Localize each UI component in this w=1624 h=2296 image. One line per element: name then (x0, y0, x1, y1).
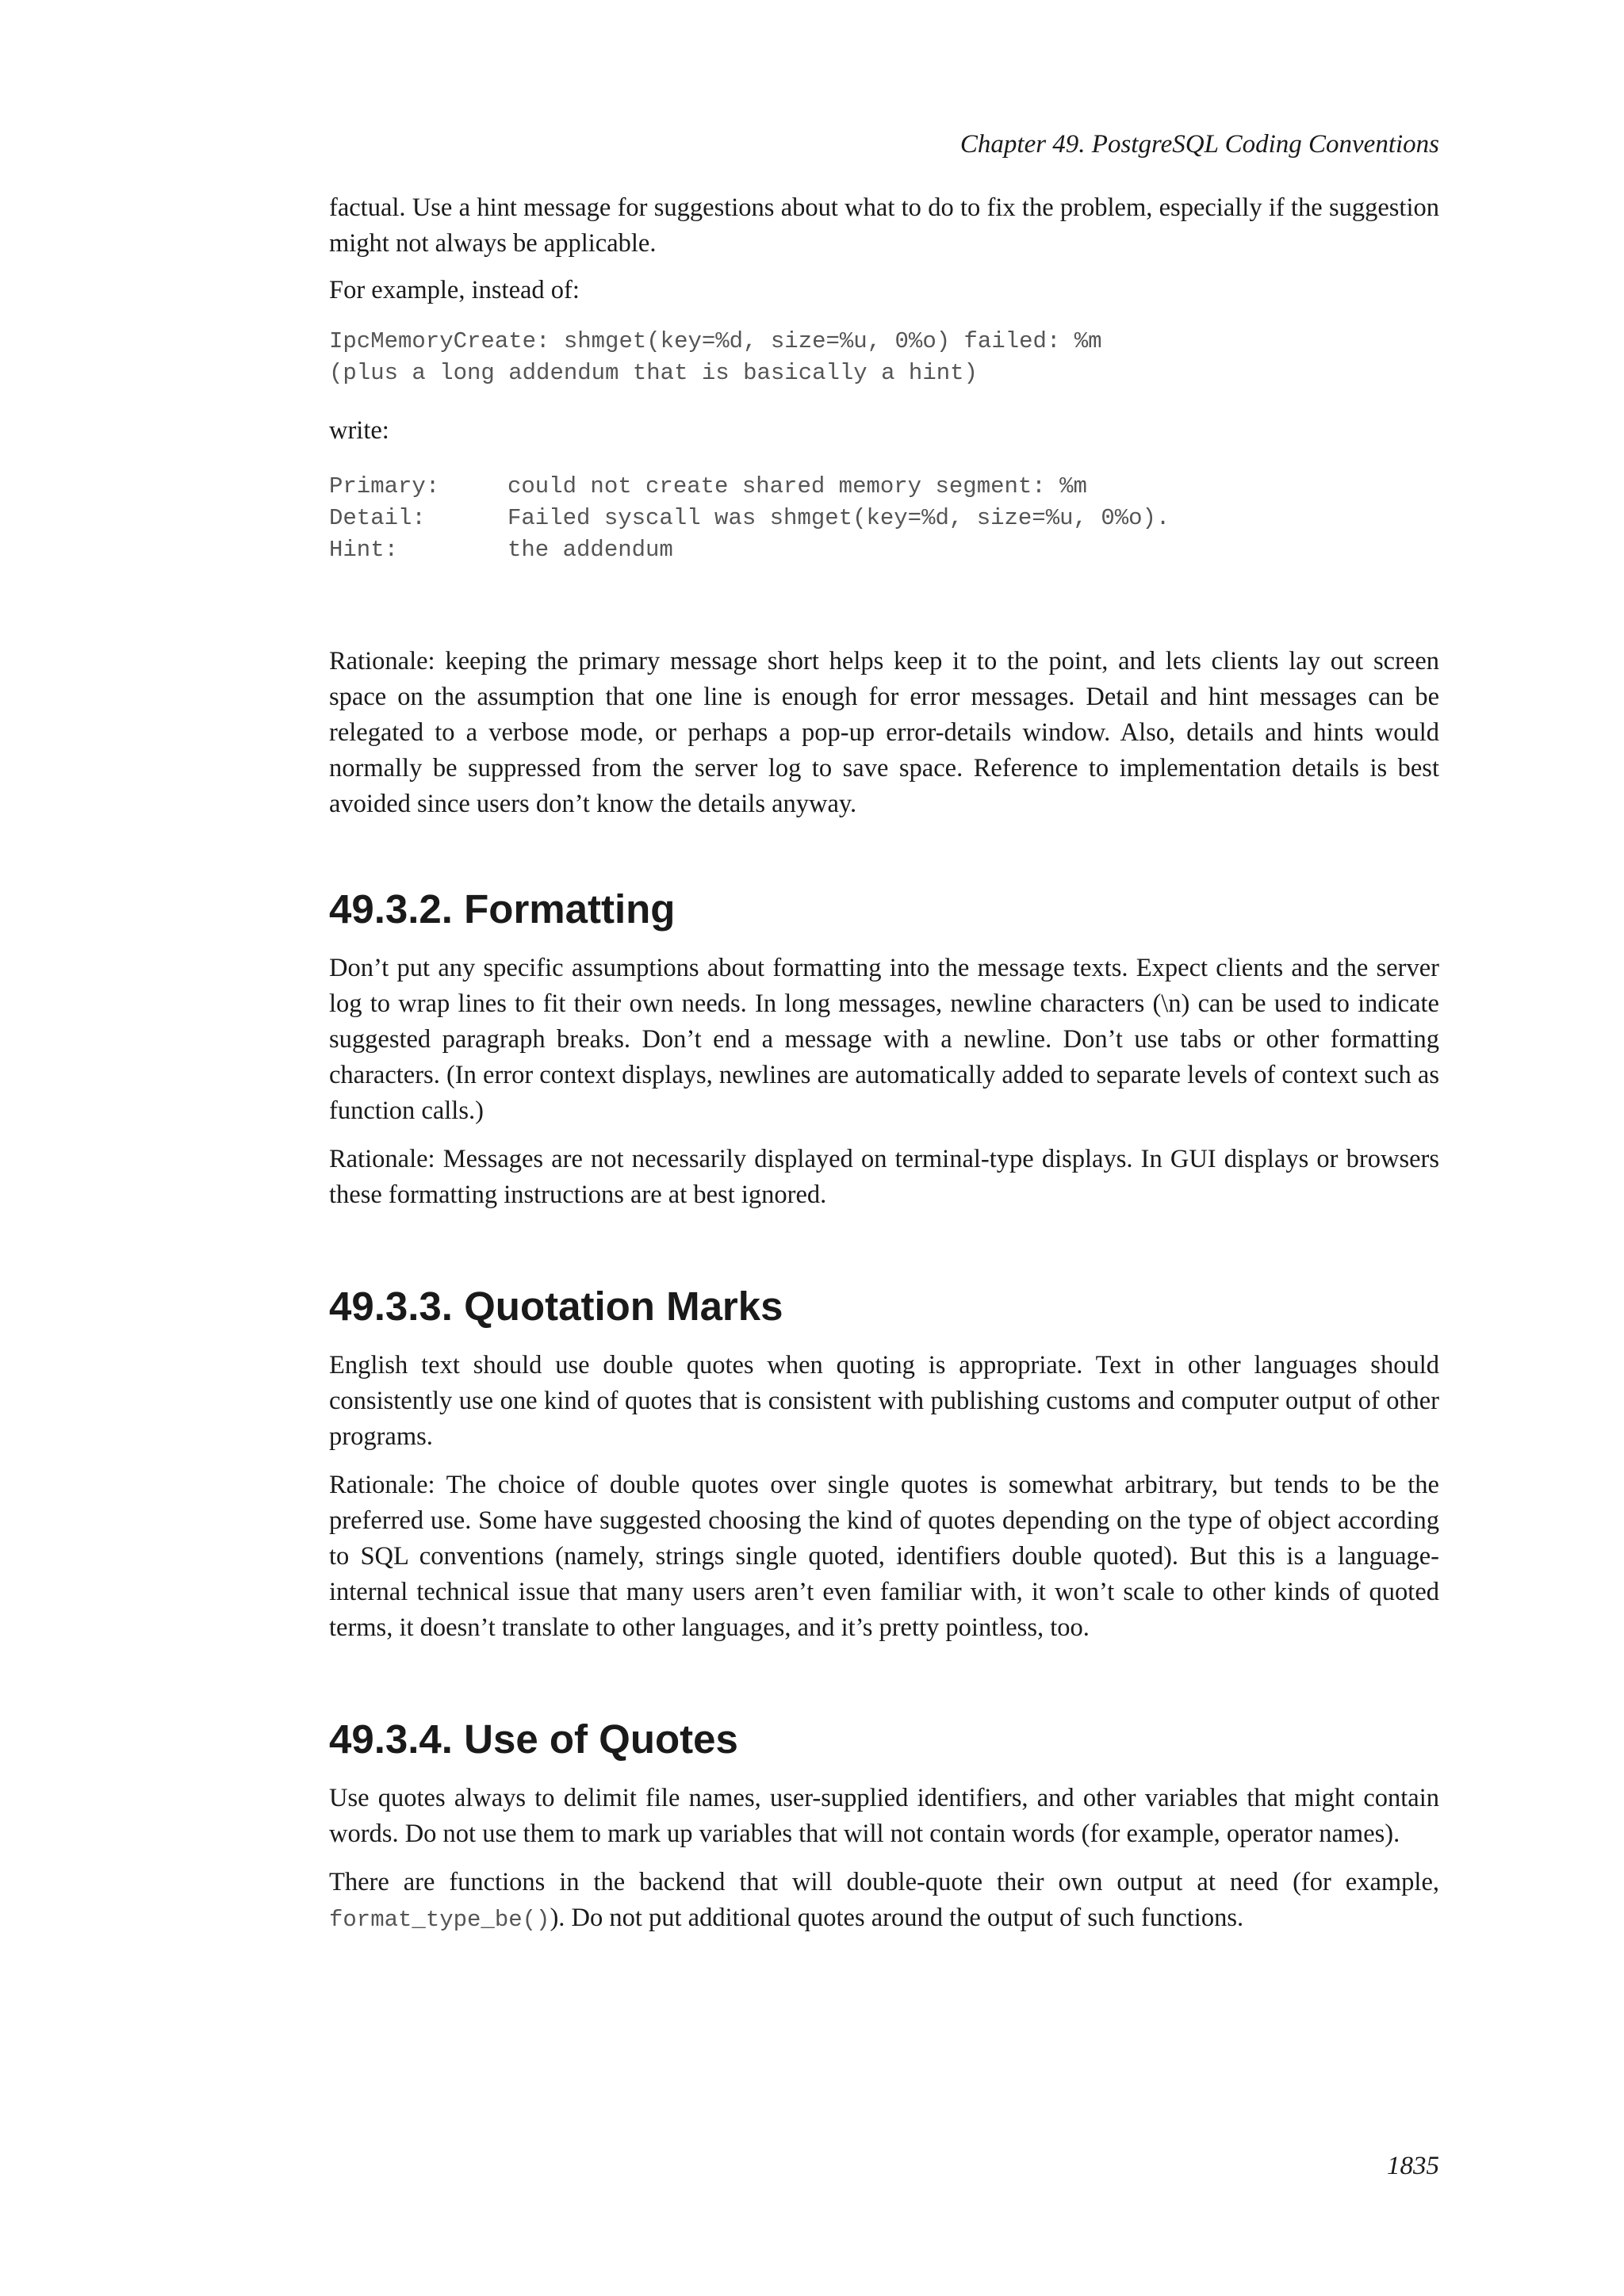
message-row-hint (329, 534, 1439, 566)
message-label: Primary: (329, 473, 440, 499)
write-paragraph: write: (329, 416, 389, 445)
message-label: Detail: (329, 505, 426, 531)
running-header: Chapter 49. PostgreSQL Coding Conventions (959, 130, 1439, 159)
section-heading-use-of-quotes: 49.3.4. Use of Quotes (329, 1716, 738, 1762)
message-value: the addendum (508, 537, 673, 563)
message-value: could not create shared memory segment: %m (508, 473, 1087, 499)
formatting-rationale-paragraph: Rationale: Messages are not necessarily displayed on terminal-type displays. In GUI displays or browsers these formatting instructions are at best ignored. (329, 1145, 1439, 1209)
example-lead-paragraph: For example, instead of: (329, 276, 580, 304)
use-of-quotes-functions-paragraph (329, 1865, 1439, 1938)
message-row-primary (329, 471, 1439, 503)
message-example-block (329, 471, 1439, 566)
message-value: Failed syscall was shmget(key=%d, size=%u, 0%o). (508, 505, 1170, 531)
formatting-paragraph: Don’t put any specific assumptions about formatting into the message texts. Expect clients and the server log to wrap lines to fit their own needs. In long messages, newline characters (\n) can be used to indicate suggested paragraph breaks. Don’t end a message with a newline. Don’t use tabs or other formatting characters. (In error context displays, newlines are automatically added to separate levels of context such as function calls.) (329, 954, 1439, 1125)
page-number: 1835 (1387, 2152, 1439, 2180)
quotation-marks-rationale-paragraph: Rationale: The choice of double quotes over single quotes is somewhat arbitrary, but tends to be the preferred use. Some have suggested choosing the kind of quotes depending on the type of object according to SQL conventions (namely, strings single quoted, identifiers double quoted). But this is a language-internal technical issue that many users aren’t even familiar with, it won’t scale to other kinds of quoted terms, it doesn’t translate to other languages, and it’s pretty pointless, too. (329, 1471, 1439, 1642)
inline-code-function: format_type_be() (329, 1907, 550, 1933)
code-example-before: IpcMemoryCreate: shmget(key=%d, size=%u, 0%o) failed: %m (plus a long addendum that is basically a hint) (329, 328, 1102, 386)
rationale-paragraph: Rationale: keeping the primary message short helps keep it to the point, and lets clients lay out screen space on the assumption that one line is enough for error messages. Detail and hint messages can be relegated to a verbose mode, or perhaps a pop-up error-details window. Also, details and hints would normally be suppressed from the server log to save space. Reference to implementation details is best avoided since users don’t know the details anyway. (329, 647, 1439, 818)
section-heading-quotation-marks: 49.3.3. Quotation Marks (329, 1284, 783, 1329)
use-of-quotes-paragraph: Use quotes always to delimit file names, user-supplied identifiers, and other variables that might contain words. Do not use them to mark up variables that will not contain words (for example, operator names). (329, 1784, 1439, 1848)
quotation-marks-paragraph: English text should use double quotes when quoting is appropriate. Text in other languages should consistently use one kind of quotes that is consistent with publishing customs and computer output of other programs. (329, 1351, 1439, 1451)
section-heading-formatting: 49.3.2. Formatting (329, 886, 676, 932)
message-label: Hint: (329, 537, 399, 563)
document-page (329, 0, 1439, 2296)
message-row-detail (329, 503, 1439, 534)
text-before-code: There are functions in the backend that will double-quote their own output at need (for example, (329, 1868, 1439, 1896)
intro-paragraph: factual. Use a hint message for suggestions about what to do to fix the problem, especially if the suggestion might not always be applicable. (329, 193, 1439, 258)
page-content (329, 190, 1439, 1950)
text-after-code: ). Do not put additional quotes around the output of such functions. (550, 1904, 1244, 1932)
